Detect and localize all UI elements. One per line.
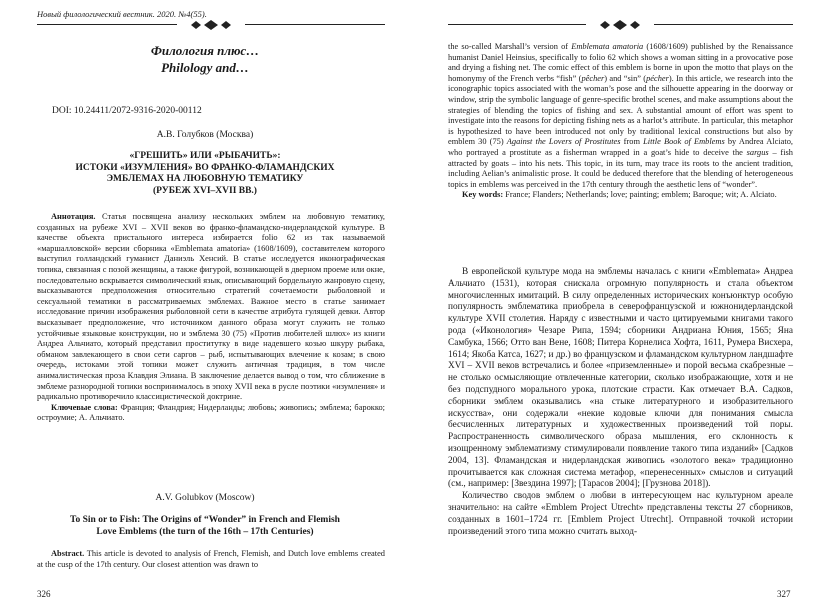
title-en <box>30 515 380 538</box>
abstract-en-text: This article is devoted to analysis of French, Flemish, and Dutch love emblems created at the cusp of the 17th century. Our closest attention was drawn to <box>37 549 385 569</box>
abstract-ru-label: Аннотация. <box>51 212 96 221</box>
author-en: A.V. Golubkov (Moscow) <box>155 493 255 503</box>
abstract-en-italic: pécher <box>646 73 669 83</box>
keywords-en-label: Key words: <box>462 190 504 200</box>
running-header: Новый филологический вестник. 2020. №4(55). <box>37 9 207 19</box>
abstract-en-fragment: by Andrea Alciato, who portrayed a prostitute as a fisherman wrapped in a goat’s hide to deceive the <box>448 137 794 157</box>
rubric <box>0 42 410 76</box>
abstract-en-fragment: ). In this article, we research into the iconographic topics associated with the woman’s pose and the silhouette appearing in the doorway or window, strip the symbolic language of genre-specific brothel scenes, and make assumptions about the strategies of blending the topics of fishing and sex. A substantial amount of effort was spent to investigate into the reasons for depicting fishing nets as a harlot’s attribute. In particular, this metaphor is hypothesized to have been introduced not only by traditional lexical constructions but also by emblem 30 (75) <box>448 73 793 147</box>
abstract-en-fragment: the so-called Marshall’s version of <box>448 42 572 51</box>
abstract-en-italic: Against the Lovers of Prostitutes <box>506 137 621 147</box>
header-ornament <box>37 18 385 32</box>
abstract-en-italic: Little Book of Emblems <box>643 137 725 147</box>
title-ru-line: ЭМБЛЕМАХ НА ЛЮБОВНУЮ ТЕМАТИКУ <box>106 174 304 184</box>
ornament-icon <box>187 19 235 31</box>
keywords-en-text: France; Flanders; Netherlands; love; painting; emblem; Baroque; wit; A. Alciato. <box>505 190 777 200</box>
keywords-ru-text: Франция; Фландрия; Нидерланды; любовь; живопись; эмблема; барокко; остроумие; А. Альчиато. <box>37 402 386 423</box>
keywords-ru-label: Ключевые слова: <box>51 402 118 412</box>
ornament-icon <box>596 19 644 31</box>
abstract-en-continued <box>448 42 793 201</box>
abstract-en-label: Abstract. <box>51 549 85 558</box>
author-ru: А.В. Голубков (Москва) <box>156 130 254 140</box>
page-number-left: 326 <box>37 589 51 599</box>
title-en-line: Love Emblems (the turn of the 16th – 17th Centuries) <box>96 526 314 537</box>
abstract-ru-text: Статья посвящена анализу нескольких эмблем на любовную тематику, созданных на рубеже XVI – XVII веков во франко-фламандско-нидерландской культуре. В качестве объекта пристального интереса избирается folio 62 из так называемой «маршалловской» версии сборника «Emblemata amatoria» (1608/1609), составителем которого выступил голландский гуманист Даниэль Хенсий. В статье исследуется иконографическая топика, связанная с позой женщины, а также фигурой, возникающей в дверном проеме или окне, последовательно вскрывается символический язык, описывающий бордельную жанровую сцену, высказываются предположения относительно стратегий сочетаемости рыболовной и сексуальной тематики в рассматриваемых эмблемах. Важное место в статье занимает исследование причин изображения рыболовной сети в качестве атрибута гулящей девки. Автор высказывает предположение, что источником данного образа могут служить не только устойчивые языковые конструкции, но и эмблема 30 (75) «Против любителей шлюх» из книги Андреа Альчиато, который представил проститутку в виде надевшего козью шкуру рыбака, обманом завлекающего в свои сети саргов – рыб, испытывающих влечение к козам; в свою очередь, истоками этой топики может служить античная традиция, в том числе анималистическая проза Клавдия Элиана. В заключение делается вывод о том, что сближение в эмблеме разнородной топики воспринималось в эпоху XVII века в русле поэтики «изумления» и радикально противоречило классицистической доктрине. <box>37 212 386 402</box>
title-ru <box>40 151 370 197</box>
abstract-en-fragment: from <box>620 137 644 147</box>
title-ru-line: «ГРЕШИТЬ» ИЛИ «РЫБАЧИТЬ»: <box>129 151 281 161</box>
abstract-en-fragment: (1608/1609) published by the Renaissance humanist Daniel Heinsius, specifically to folio 62 which shows a woman sitting in a provocative pose and drying a fishing net. The comic effect of this emblem is borne in upon the motto that plays on the homonymy of the French verbs “fish” ( <box>448 42 793 83</box>
abstract-en-italic: pêcher <box>581 73 605 83</box>
body-paragraph: Количество сводов эмблем о любви в интересующем нас культурном ареале значительно: на сайте «Emblem Project Utrecht» представлены тексты 27 сборников, созданных в 1601–1724 гг. [Emblem Project Utrecht]. Отправной точкой истории произведений этого типа можно считать выход- <box>448 491 793 537</box>
doi: DOI: 10.24411/2072-9316-2020-00112 <box>52 106 202 116</box>
rubric-en: Philology and… <box>161 60 249 75</box>
abstract-en-start <box>37 549 385 570</box>
abstract-en-fragment: – fish attracted by goats – into his nets. This topic, in its turn, may trace its roots to the ancient tradition, including Aelian’s animalistic prose. It could be deduced therefore that the blending of heterogeneous topics in emblems was perceived in the 17th century through the aesthetic lens of “wonder”. <box>448 147 793 189</box>
abstract-en-italic: Emblemata amatoria <box>571 42 644 51</box>
right-page <box>410 0 820 609</box>
body-ru <box>448 267 793 538</box>
abstract-en-fragment: ) and “sin” ( <box>604 73 647 83</box>
title-ru-line: (РУБЕЖ XVI–XVII ВВ.) <box>153 185 257 196</box>
title-en-line: To Sin or to Fish: The Origins of “Wonder” in French and Flemish <box>70 515 340 525</box>
abstract-ru <box>37 212 385 424</box>
rubric-ru: Филология плюс… <box>150 43 260 58</box>
body-paragraph: В европейской культуре мода на эмблемы началась с книги «Emblemata» Андреа Альчиато (1531), которая снискала огромную популярность и стала объектом многочисленных имитаций. В силу определенных исторических конъюнктур особую популярность эмблематика приобрела в северофранцузской и южнонидерландской культуре XVII столетия. Наряду с известными и часто цитируемыми книгами такого рода («Иконология» Чезаре Рипа, 1594; сборники Андриана Юния, 1565; Яна Самбука, 1566; Отто ван Вене, 1608; Питера Корнелиса Хофта, 1611, Румера Висхера, 1614; Якоба Катса, 1627; и др.) во французском и фламандском культурном ландшафте XVI – XVII веков встречались и более «приземленные» и порой весьма скабрезные – не столько осмысляющие отвлеченные категории, сколько изображающие, хотя и не без подспудного морального урока, плотские страсти. Как отмечает В.А. Садков, сборники эмблем оказывались «на стыке литературного и изобразительного искусства», они содержали «некие кодовые ключи для понимания смысла бесчисленных литературных и художественных произведений той поры. Распространенность символического образа мышления, его склонность к изощренному эмблематизму стимулировали появление такого типа изданий» [Садков 2004, 13]. Фламандская и нидерландская живопись «золотого века» традиционно прочитывается как сложная система метафор, «перенесенных» смыслов и ситуаций (см., например: [Звездина 1997]; [Тарасов 2004]; [Грузнова 2018]). <box>448 267 793 490</box>
title-ru-line: ИСТОКИ «ИЗУМЛЕНИЯ» ВО ФРАНКО-ФЛАМАНДСКИХ <box>75 162 335 173</box>
header-ornament <box>448 18 793 32</box>
abstract-en-italic: sargus <box>746 147 769 157</box>
page-number-right: 327 <box>777 589 791 599</box>
